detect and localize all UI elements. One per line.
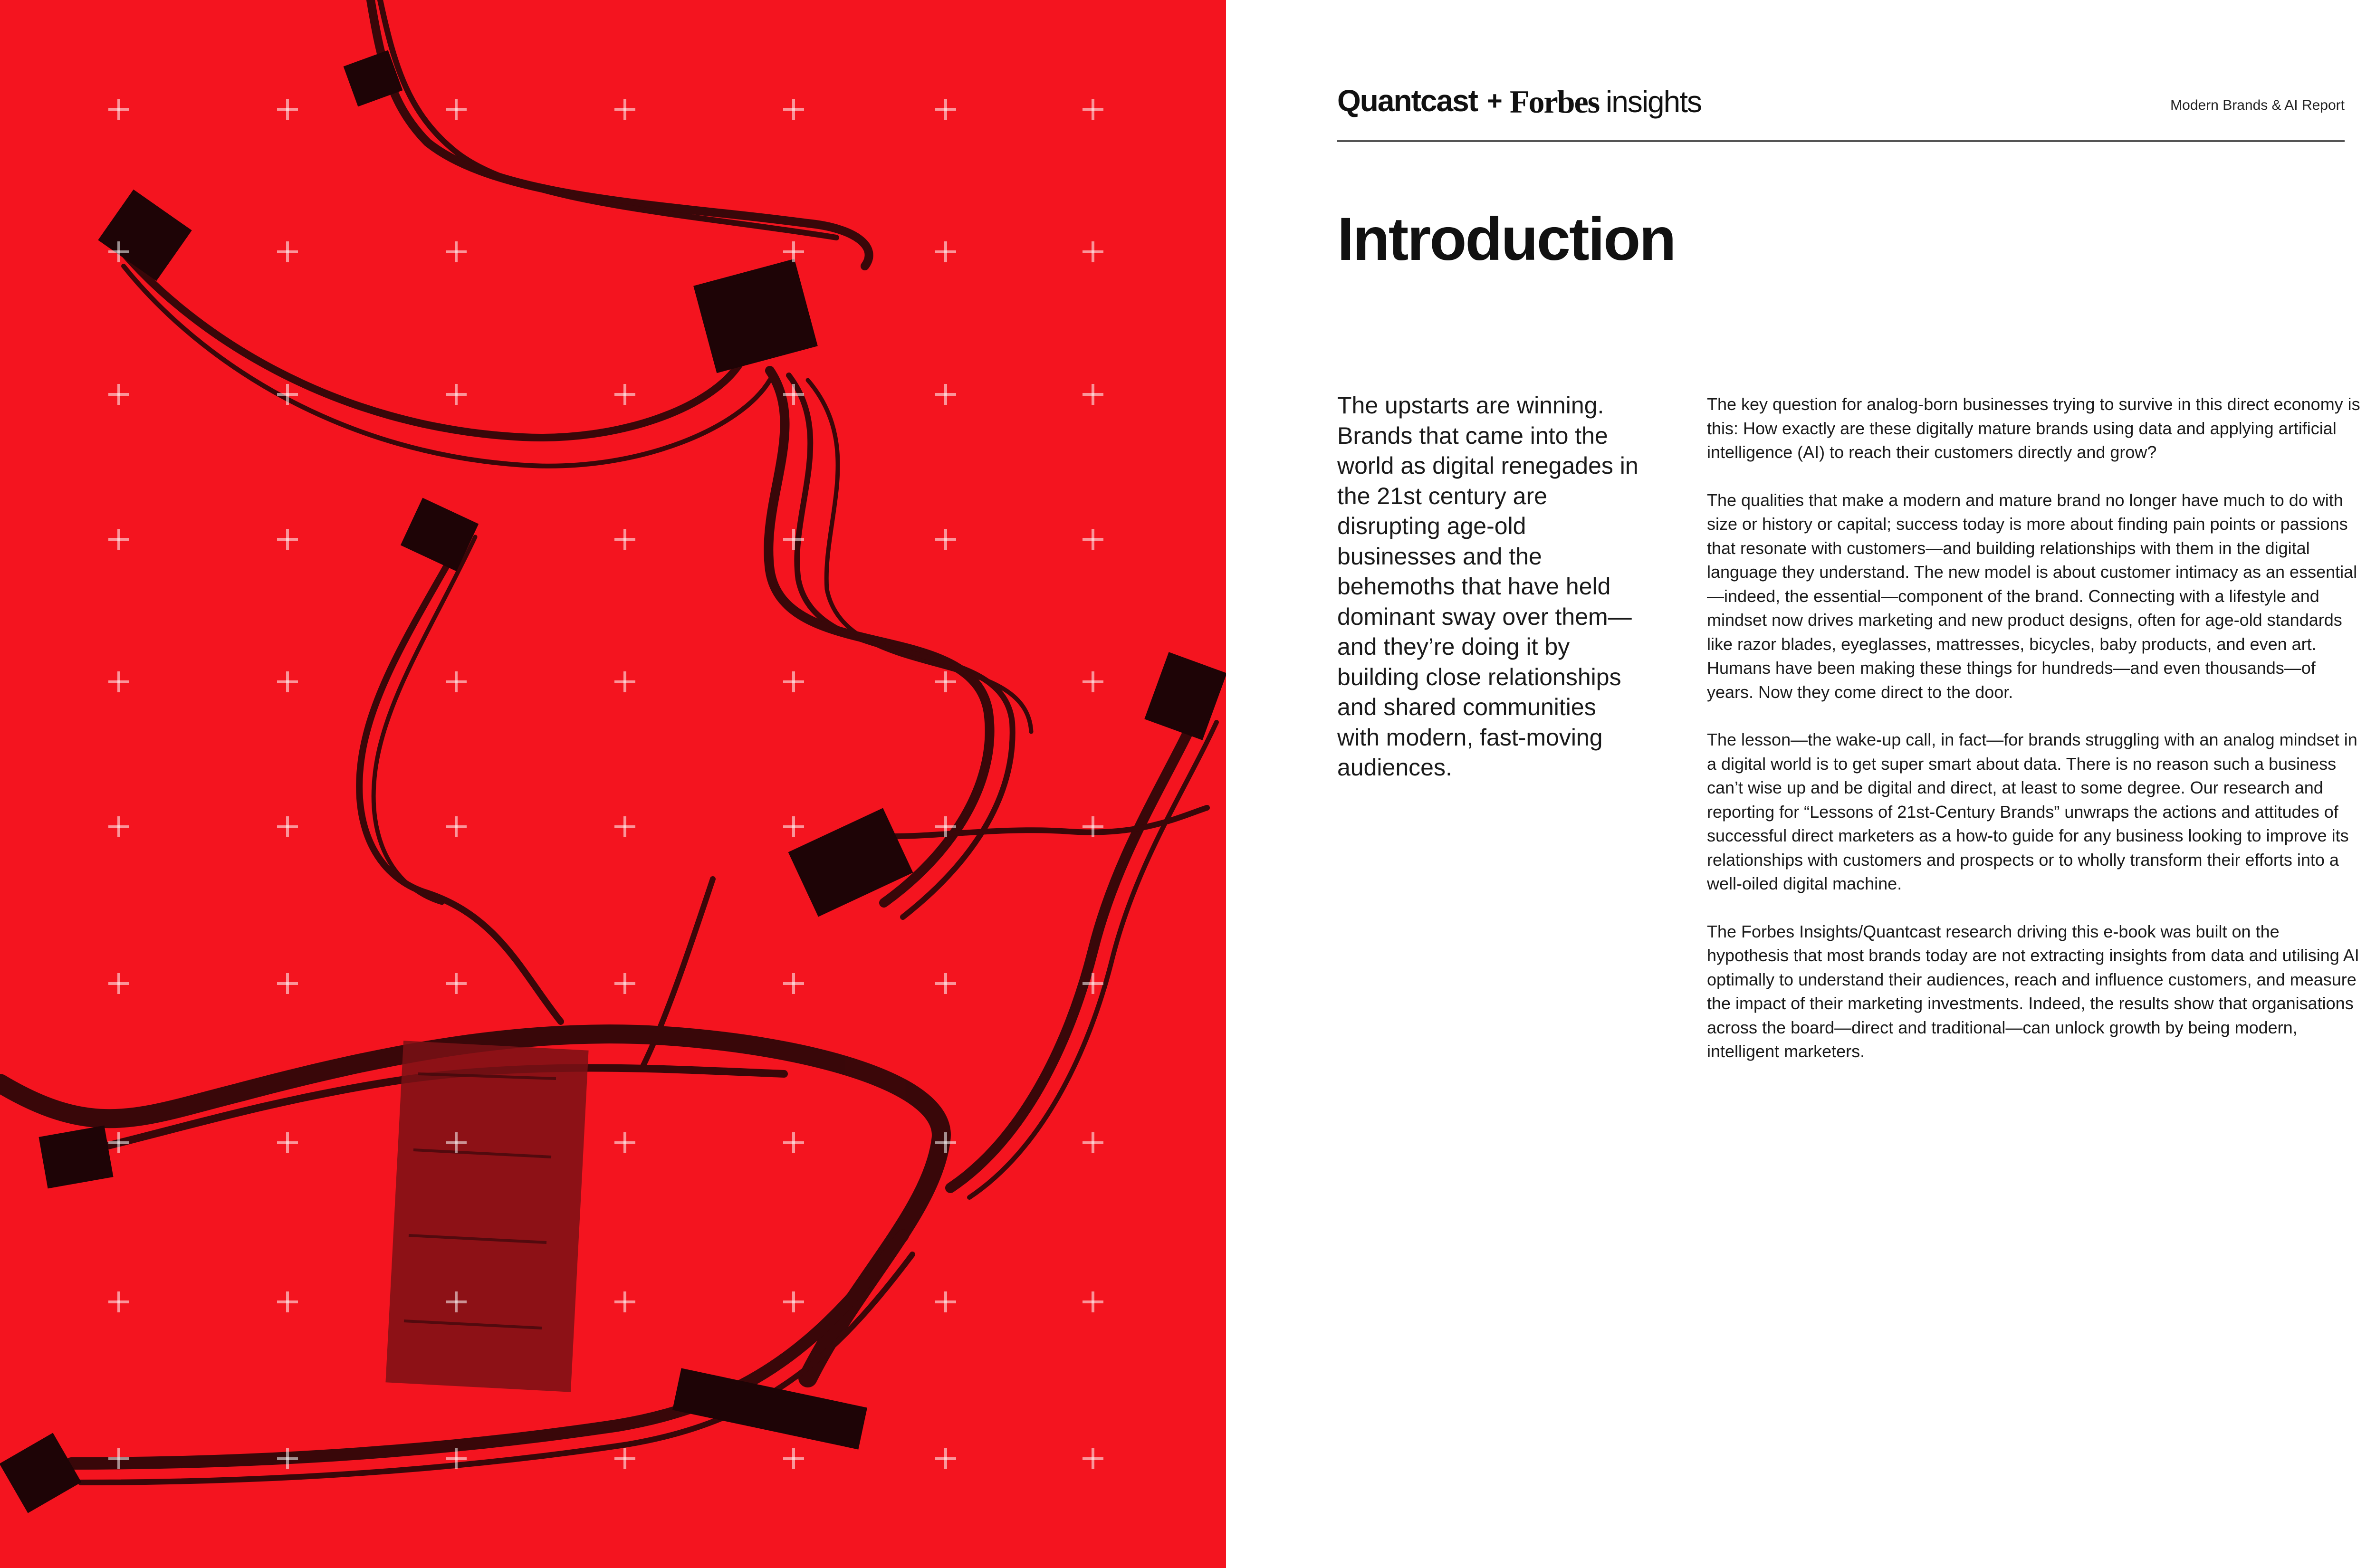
plus-mark — [277, 816, 298, 837]
plus-mark — [108, 1132, 129, 1153]
plus-mark — [108, 99, 129, 120]
plus-mark — [614, 529, 635, 550]
plus-mark — [446, 241, 467, 262]
plus-mark — [446, 1132, 467, 1153]
plus-mark — [108, 1291, 129, 1312]
plus-mark — [935, 99, 956, 120]
plus-mark — [1083, 384, 1103, 405]
plus-mark — [935, 529, 956, 550]
plus-mark — [1083, 671, 1103, 692]
lead-paragraph: The upstarts are winning. Brands that came into the world as digital renegades in the 21st century are disrupting age-old businesses and the behemoths that have held dominant sway over them—and they’re doing it by building close relationships and shared communities with modern, fast-moving audiences. — [1337, 392, 1638, 781]
plus-mark — [935, 973, 956, 994]
insights-logo: insights — [1606, 85, 1701, 119]
plus-mark — [446, 1291, 467, 1312]
plus-mark — [1083, 1291, 1103, 1312]
plus-mark — [783, 1291, 804, 1312]
plus-mark — [1083, 816, 1103, 837]
body-paragraph: The Forbes Insights/Quantcast research driving this e-book was built on the hypothesis that most brands today are not extracting insights from data and utilising AI optimally to understand their audiences, reach and influence customers, and measure the impact of their marketing investments. Indeed, the results show that organisations across the board—direct and traditional—can unlock growth by being modern, intelligent marketers. — [1707, 921, 2359, 1061]
plus-mark — [614, 1291, 635, 1312]
plus-mark — [783, 529, 804, 550]
page-title: Introduction — [1337, 205, 1675, 273]
plus-mark — [614, 671, 635, 692]
plus-mark — [446, 973, 467, 994]
plus-mark — [1083, 241, 1103, 262]
plus-mark — [935, 1132, 956, 1153]
forbes-logo: Forbes — [1510, 84, 1600, 120]
plus-mark — [614, 384, 635, 405]
plus-mark — [446, 816, 467, 837]
plus-mark — [614, 1132, 635, 1153]
plus-mark — [108, 671, 129, 692]
plus-mark — [1083, 1132, 1103, 1153]
plus-mark — [783, 973, 804, 994]
plus-mark — [277, 241, 298, 262]
plus-mark — [108, 1448, 129, 1469]
plus-mark — [277, 1448, 298, 1469]
plus-mark — [783, 384, 804, 405]
body-paragraph: The qualities that make a modern and mature brand no longer have much to do with size or history or capital; success today is more about finding pain points or passions that resonate with customers—and building relationships with them in the digital language they understand. The new model is about customer intimacy as an essential—indeed, the essential—component of the brand. Connecting with a lifestyle and mindset now drives marketing and new product designs, often for age-old standards like razor blades, eyeglasses, mattresses, bicycles, baby products, and even art. Humans have been making these things for hundreds—and even thousands—of years. Now they come direct to the door. — [1707, 490, 2357, 702]
plus-mark — [108, 529, 129, 550]
plus-mark — [935, 1448, 956, 1469]
plus-mark — [446, 99, 467, 120]
plus-mark — [783, 816, 804, 837]
plus-mark — [108, 241, 129, 262]
plus-mark — [1083, 973, 1103, 994]
plus-mark — [783, 99, 804, 120]
circuit-board-shape — [385, 1041, 588, 1392]
plus-mark — [277, 99, 298, 120]
plus-mark — [277, 1132, 298, 1153]
plus-mark — [935, 241, 956, 262]
plus-mark — [108, 973, 129, 994]
page-header — [1337, 83, 2345, 142]
plus-mark — [783, 1132, 804, 1153]
plus-mark — [935, 1291, 956, 1312]
plus-mark — [277, 973, 298, 994]
plus-mark — [277, 384, 298, 405]
plus-mark — [935, 816, 956, 837]
plus-mark — [1083, 99, 1103, 120]
plus-mark — [446, 384, 467, 405]
plus-mark — [277, 671, 298, 692]
plus-mark — [935, 384, 956, 405]
plus-mark — [1083, 529, 1103, 550]
plus-mark — [783, 1448, 804, 1469]
plus-mark — [614, 816, 635, 837]
plus-mark — [446, 1448, 467, 1469]
logo-plus-sign: + — [1487, 86, 1503, 115]
plus-mark — [783, 671, 804, 692]
quantcast-logo: Quantcast — [1337, 84, 1477, 118]
plus-mark — [277, 529, 298, 550]
body-column — [1707, 392, 2363, 1088]
plus-mark — [614, 1448, 635, 1469]
plus-mark — [935, 671, 956, 692]
plus-mark — [614, 973, 635, 994]
plus-mark — [1083, 1448, 1103, 1469]
plus-mark — [783, 241, 804, 262]
report-title: Modern Brands & AI Report — [2170, 97, 2345, 113]
plus-mark — [614, 99, 635, 120]
body-paragraph: The key question for analog-born businesses trying to survive in this direct economy is this: How exactly are these digitally mature brands using data and applying artificial intelligence (AI) to reach their customers directly and grow? — [1707, 394, 2360, 462]
plus-mark — [277, 1291, 298, 1312]
plus-mark — [446, 671, 467, 692]
plus-mark — [108, 816, 129, 837]
plus-mark — [108, 384, 129, 405]
body-paragraph: The lesson—the wake-up call, in fact—for brands struggling with an analog mindset in a digital world is to get super smart about data. There is no reason such a business can’t wise up and be digital and direct, at least to some degree. Our research and reporting for “Lessons of 21st-Century Brands” unwraps the actions and attitudes of successful direct marketers as a how-to guide for any business looking to improve its relationships with customers and prospects or to wholly transform their efforts into a well-oiled digital machine. — [1707, 730, 2357, 893]
